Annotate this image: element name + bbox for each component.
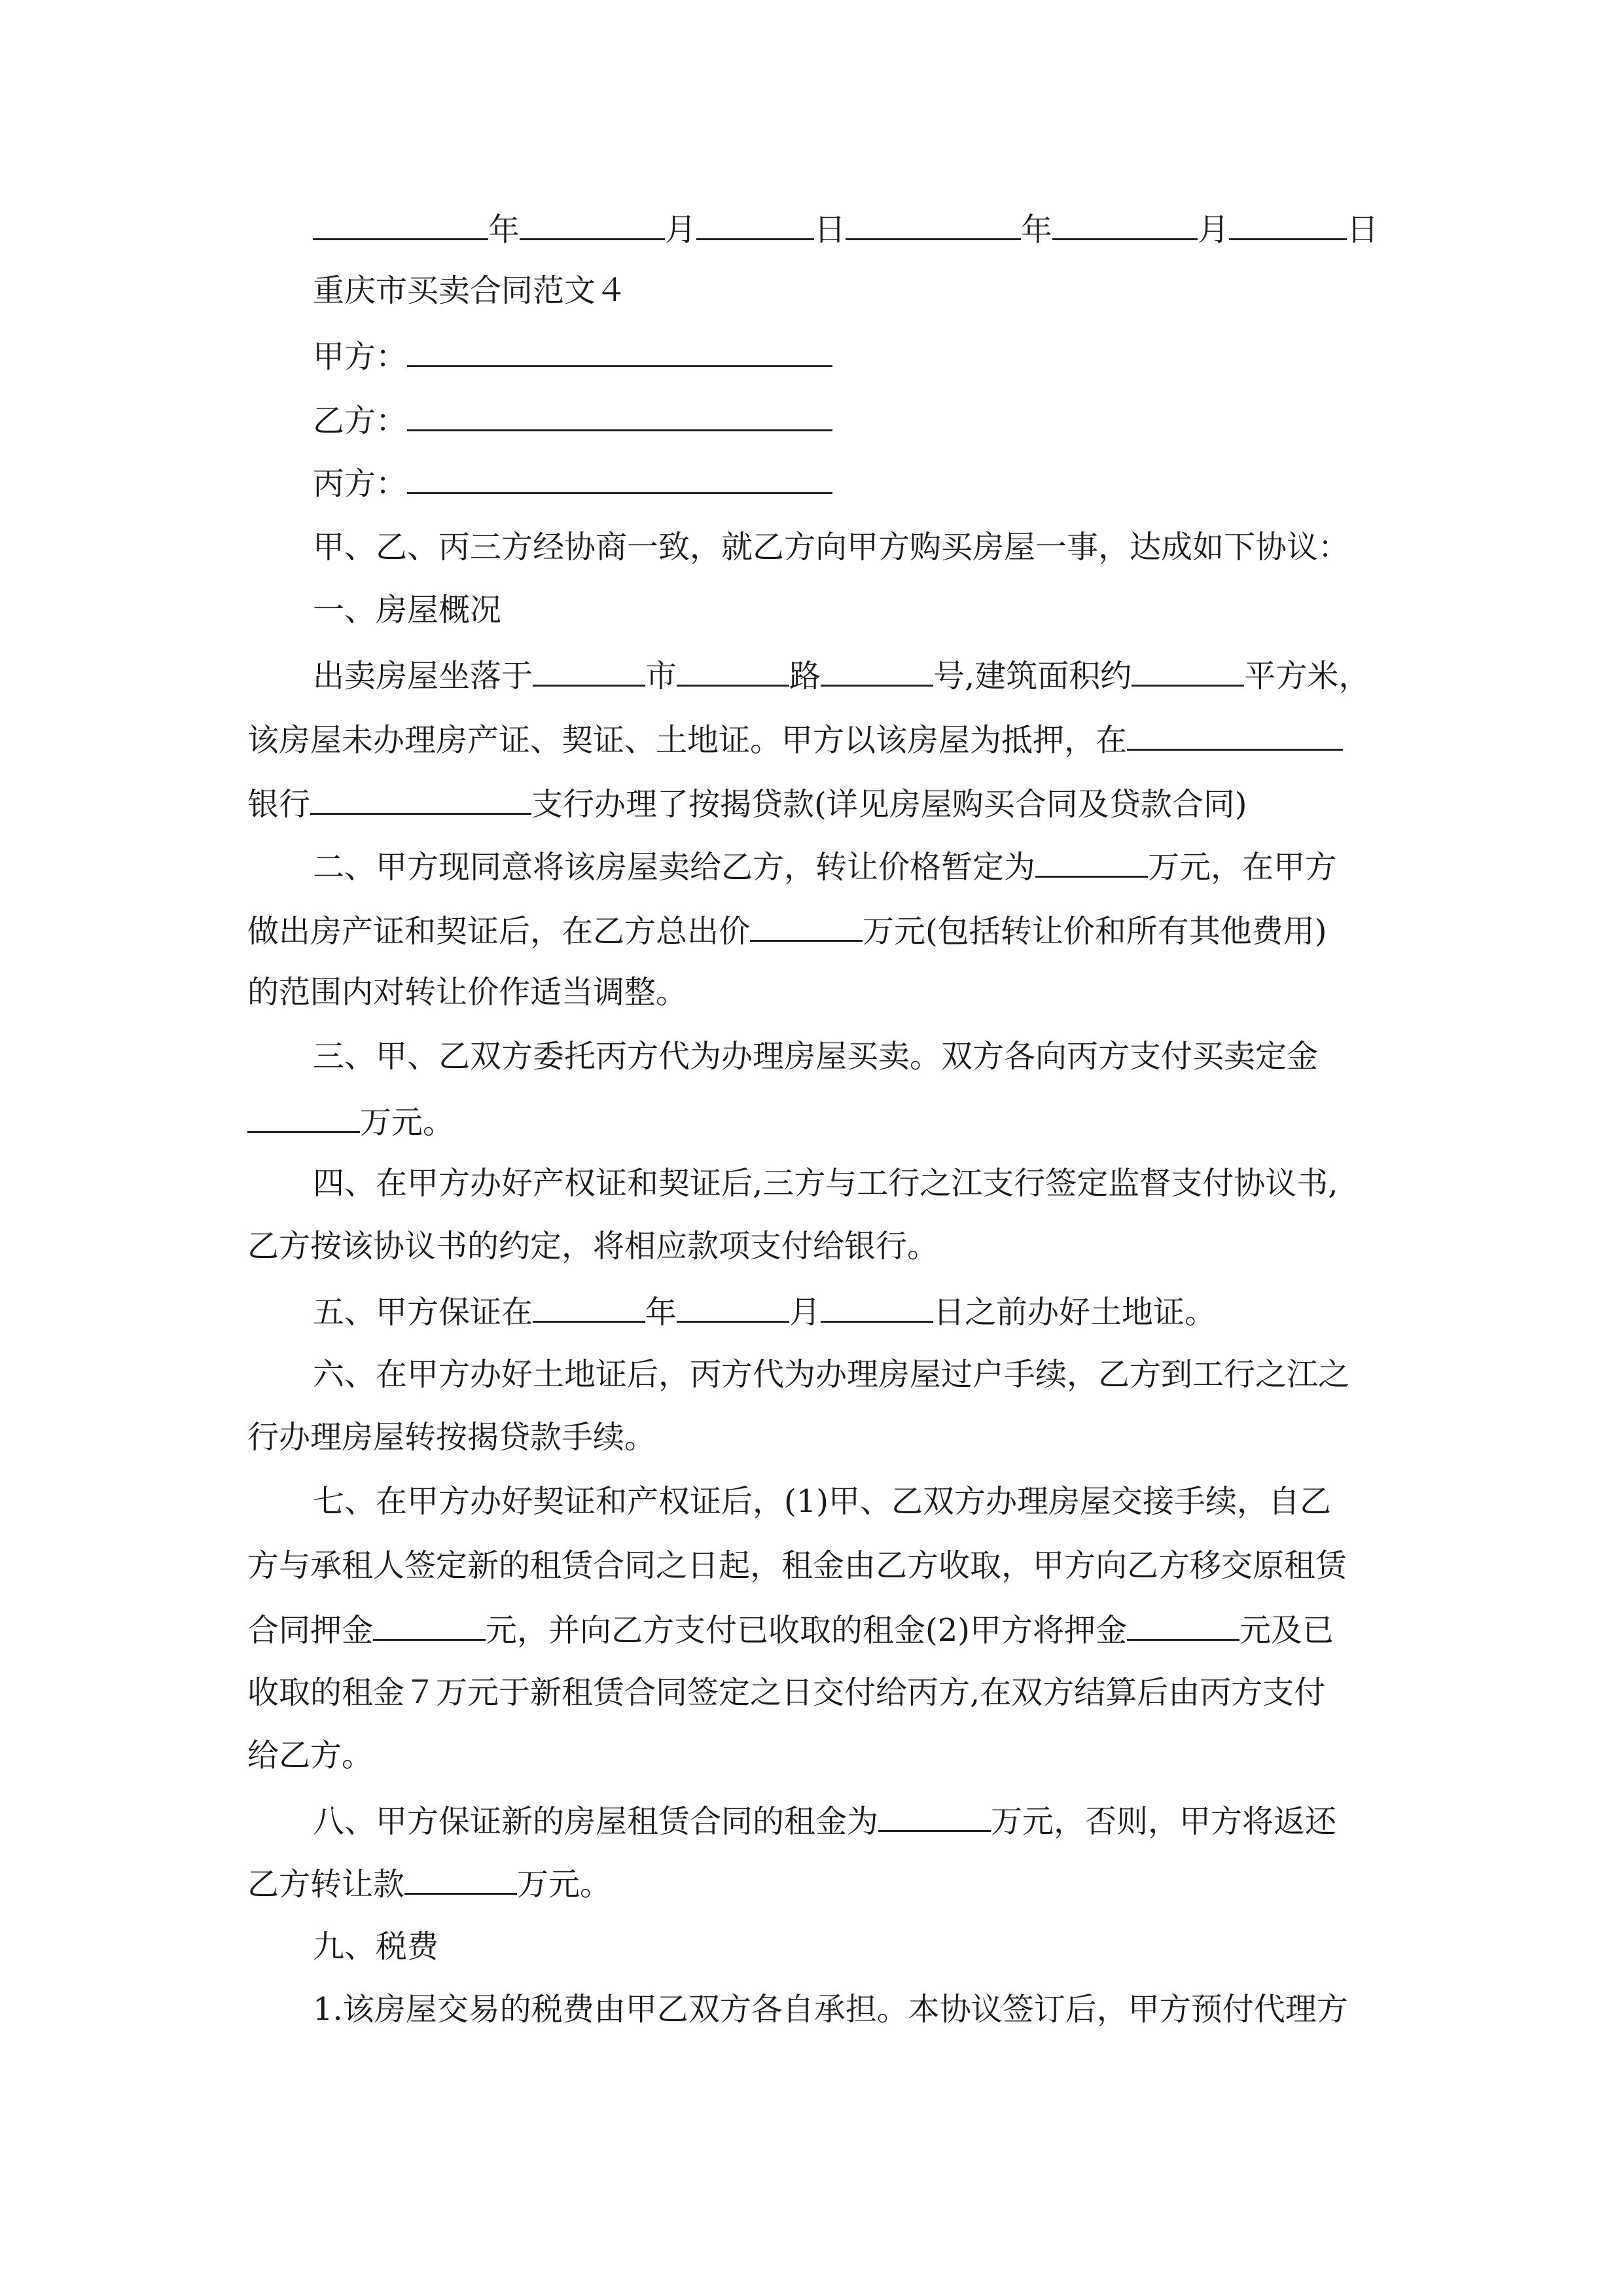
blank bbox=[878, 1788, 991, 1832]
text: 万元，否则，甲方将返还 bbox=[991, 1803, 1337, 1840]
text: 合同押金 bbox=[247, 1612, 374, 1649]
s1-line-3 bbox=[247, 771, 1247, 836]
text: 出卖房屋坐落于 bbox=[313, 658, 533, 694]
text: 乙方转让款 bbox=[247, 1866, 405, 1903]
blank bbox=[821, 1279, 933, 1323]
party-yi-label: 乙方： bbox=[313, 403, 408, 439]
text: 元及已 bbox=[1240, 1612, 1334, 1649]
s2-line-1 bbox=[313, 834, 1336, 899]
s5-line bbox=[313, 1279, 1216, 1344]
s7-line-2: 方与承租人签定新的租赁合同之日起，租金由乙方收取，甲方向乙方移交原租赁 bbox=[247, 1547, 1347, 1584]
s1-line-2 bbox=[247, 707, 1343, 772]
text: 号,建筑面积约 bbox=[933, 658, 1132, 694]
s2-line-2 bbox=[247, 898, 1327, 963]
date-line bbox=[313, 196, 1378, 262]
text: 万元。 bbox=[517, 1866, 612, 1903]
blank bbox=[533, 1279, 645, 1323]
blank bbox=[696, 196, 814, 240]
s8-line-1 bbox=[313, 1788, 1336, 1854]
blank bbox=[407, 323, 832, 367]
party-jia-label: 甲方： bbox=[313, 338, 408, 375]
blank bbox=[1052, 196, 1198, 240]
date-day-label: 日 bbox=[1347, 211, 1379, 248]
date-month-label: 月 bbox=[1198, 211, 1230, 248]
s7-line-1: 七、在甲方办好契证和产权证后，(1)甲、乙双方办理房屋交接手续，自乙 bbox=[313, 1483, 1331, 1520]
s3-line-1: 三、甲、乙双方委托丙方代为办理房屋买卖。双方各向丙方支付买卖定金 bbox=[313, 1038, 1319, 1075]
text: 支行办理了按揭贷款(详见房屋购买合同及贷款合同) bbox=[531, 786, 1247, 823]
text: 二、甲方现同意将该房屋卖给乙方，转让价格暂定为 bbox=[313, 849, 1036, 886]
text: 万元(包括转让价和所有其他费用) bbox=[863, 913, 1327, 950]
party-jia bbox=[313, 323, 832, 389]
s7-line-4: 收取的租金７万元于新租赁合同签定之日交付给丙方,在双方结算后由丙方支付 bbox=[247, 1674, 1326, 1711]
text: 万元，在甲方 bbox=[1148, 849, 1337, 886]
blank bbox=[407, 450, 832, 494]
date-year-label: 年 bbox=[488, 211, 520, 248]
text: 做出房产证和契证后，在乙方总出价 bbox=[247, 913, 751, 950]
blank bbox=[750, 898, 863, 942]
text: 银行 bbox=[247, 786, 311, 823]
s7-line-5: 给乙方。 bbox=[247, 1737, 374, 1774]
date-month-label: 月 bbox=[665, 211, 697, 248]
text: 八、甲方保证新的房屋租赁合同的租金为 bbox=[313, 1803, 879, 1840]
text: 月 bbox=[789, 1294, 821, 1331]
s4-line-2: 乙方按该协议书的约定，将相应款项支付给银行。 bbox=[247, 1228, 939, 1265]
blank bbox=[247, 1089, 360, 1133]
s6-line-2: 行办理房屋转按揭贷款手续。 bbox=[247, 1419, 656, 1456]
text: 该房屋未办理房产证、契证、土地证。甲方以该房屋为抵押，在 bbox=[247, 722, 1128, 759]
intro-paragraph: 甲、乙、丙三方经协商一致，就乙方向甲方购买房屋一事，达成如下协议： bbox=[313, 529, 1350, 565]
blank bbox=[1035, 834, 1148, 878]
text: 五、甲方保证在 bbox=[313, 1294, 533, 1331]
party-bing bbox=[313, 450, 832, 516]
blank bbox=[1229, 196, 1347, 240]
s6-line-1: 六、在甲方办好土地证后，丙方代为办理房屋过户手续，乙方到工行之江之 bbox=[313, 1356, 1350, 1393]
text: 日之前办好土地证。 bbox=[933, 1294, 1217, 1331]
s1-line-1 bbox=[313, 643, 1370, 708]
text: 元，并向乙方支付已收取的租金(2)甲方将押金 bbox=[486, 1612, 1128, 1649]
s3-line-2 bbox=[247, 1089, 454, 1155]
party-bing-label: 丙方： bbox=[313, 465, 408, 502]
party-yi bbox=[313, 387, 832, 453]
s2-line-3: 的范围内对转让价作适当调整。 bbox=[247, 974, 688, 1011]
section-9-title: 九、税费 bbox=[313, 1928, 439, 1965]
blank bbox=[313, 196, 488, 240]
text: 万元。 bbox=[360, 1104, 455, 1141]
blank bbox=[846, 196, 1021, 240]
blank bbox=[821, 643, 933, 687]
text: 市 bbox=[645, 658, 677, 694]
blank bbox=[520, 196, 665, 240]
s4-line-1: 四、在甲方办好产权证和契证后,三方与工行之江支行签定监督支付协议书, bbox=[313, 1165, 1338, 1202]
document-title: 重庆市买卖合同范文４ bbox=[313, 272, 628, 309]
text: 年 bbox=[645, 1294, 677, 1331]
date-year-label: 年 bbox=[1021, 211, 1053, 248]
blank bbox=[404, 1851, 517, 1895]
blank bbox=[1132, 643, 1244, 687]
blank bbox=[407, 387, 832, 431]
date-day-label: 日 bbox=[814, 211, 846, 248]
s8-line-2 bbox=[247, 1851, 611, 1916]
blank bbox=[533, 643, 645, 687]
blank bbox=[310, 771, 531, 815]
text: 平方米， bbox=[1244, 658, 1370, 694]
blank bbox=[373, 1597, 486, 1641]
text: 路 bbox=[789, 658, 821, 694]
s7-line-3 bbox=[247, 1597, 1334, 1662]
s9-item-1: 1.该房屋交易的税费由甲乙双方各自承担。本协议签订后，甲方预付代理方 bbox=[313, 1991, 1348, 2028]
blank bbox=[677, 643, 789, 687]
blank bbox=[1127, 1597, 1240, 1641]
blank bbox=[677, 1279, 789, 1323]
section-1-title: 一、房屋概况 bbox=[313, 592, 502, 628]
blank bbox=[1127, 707, 1343, 751]
